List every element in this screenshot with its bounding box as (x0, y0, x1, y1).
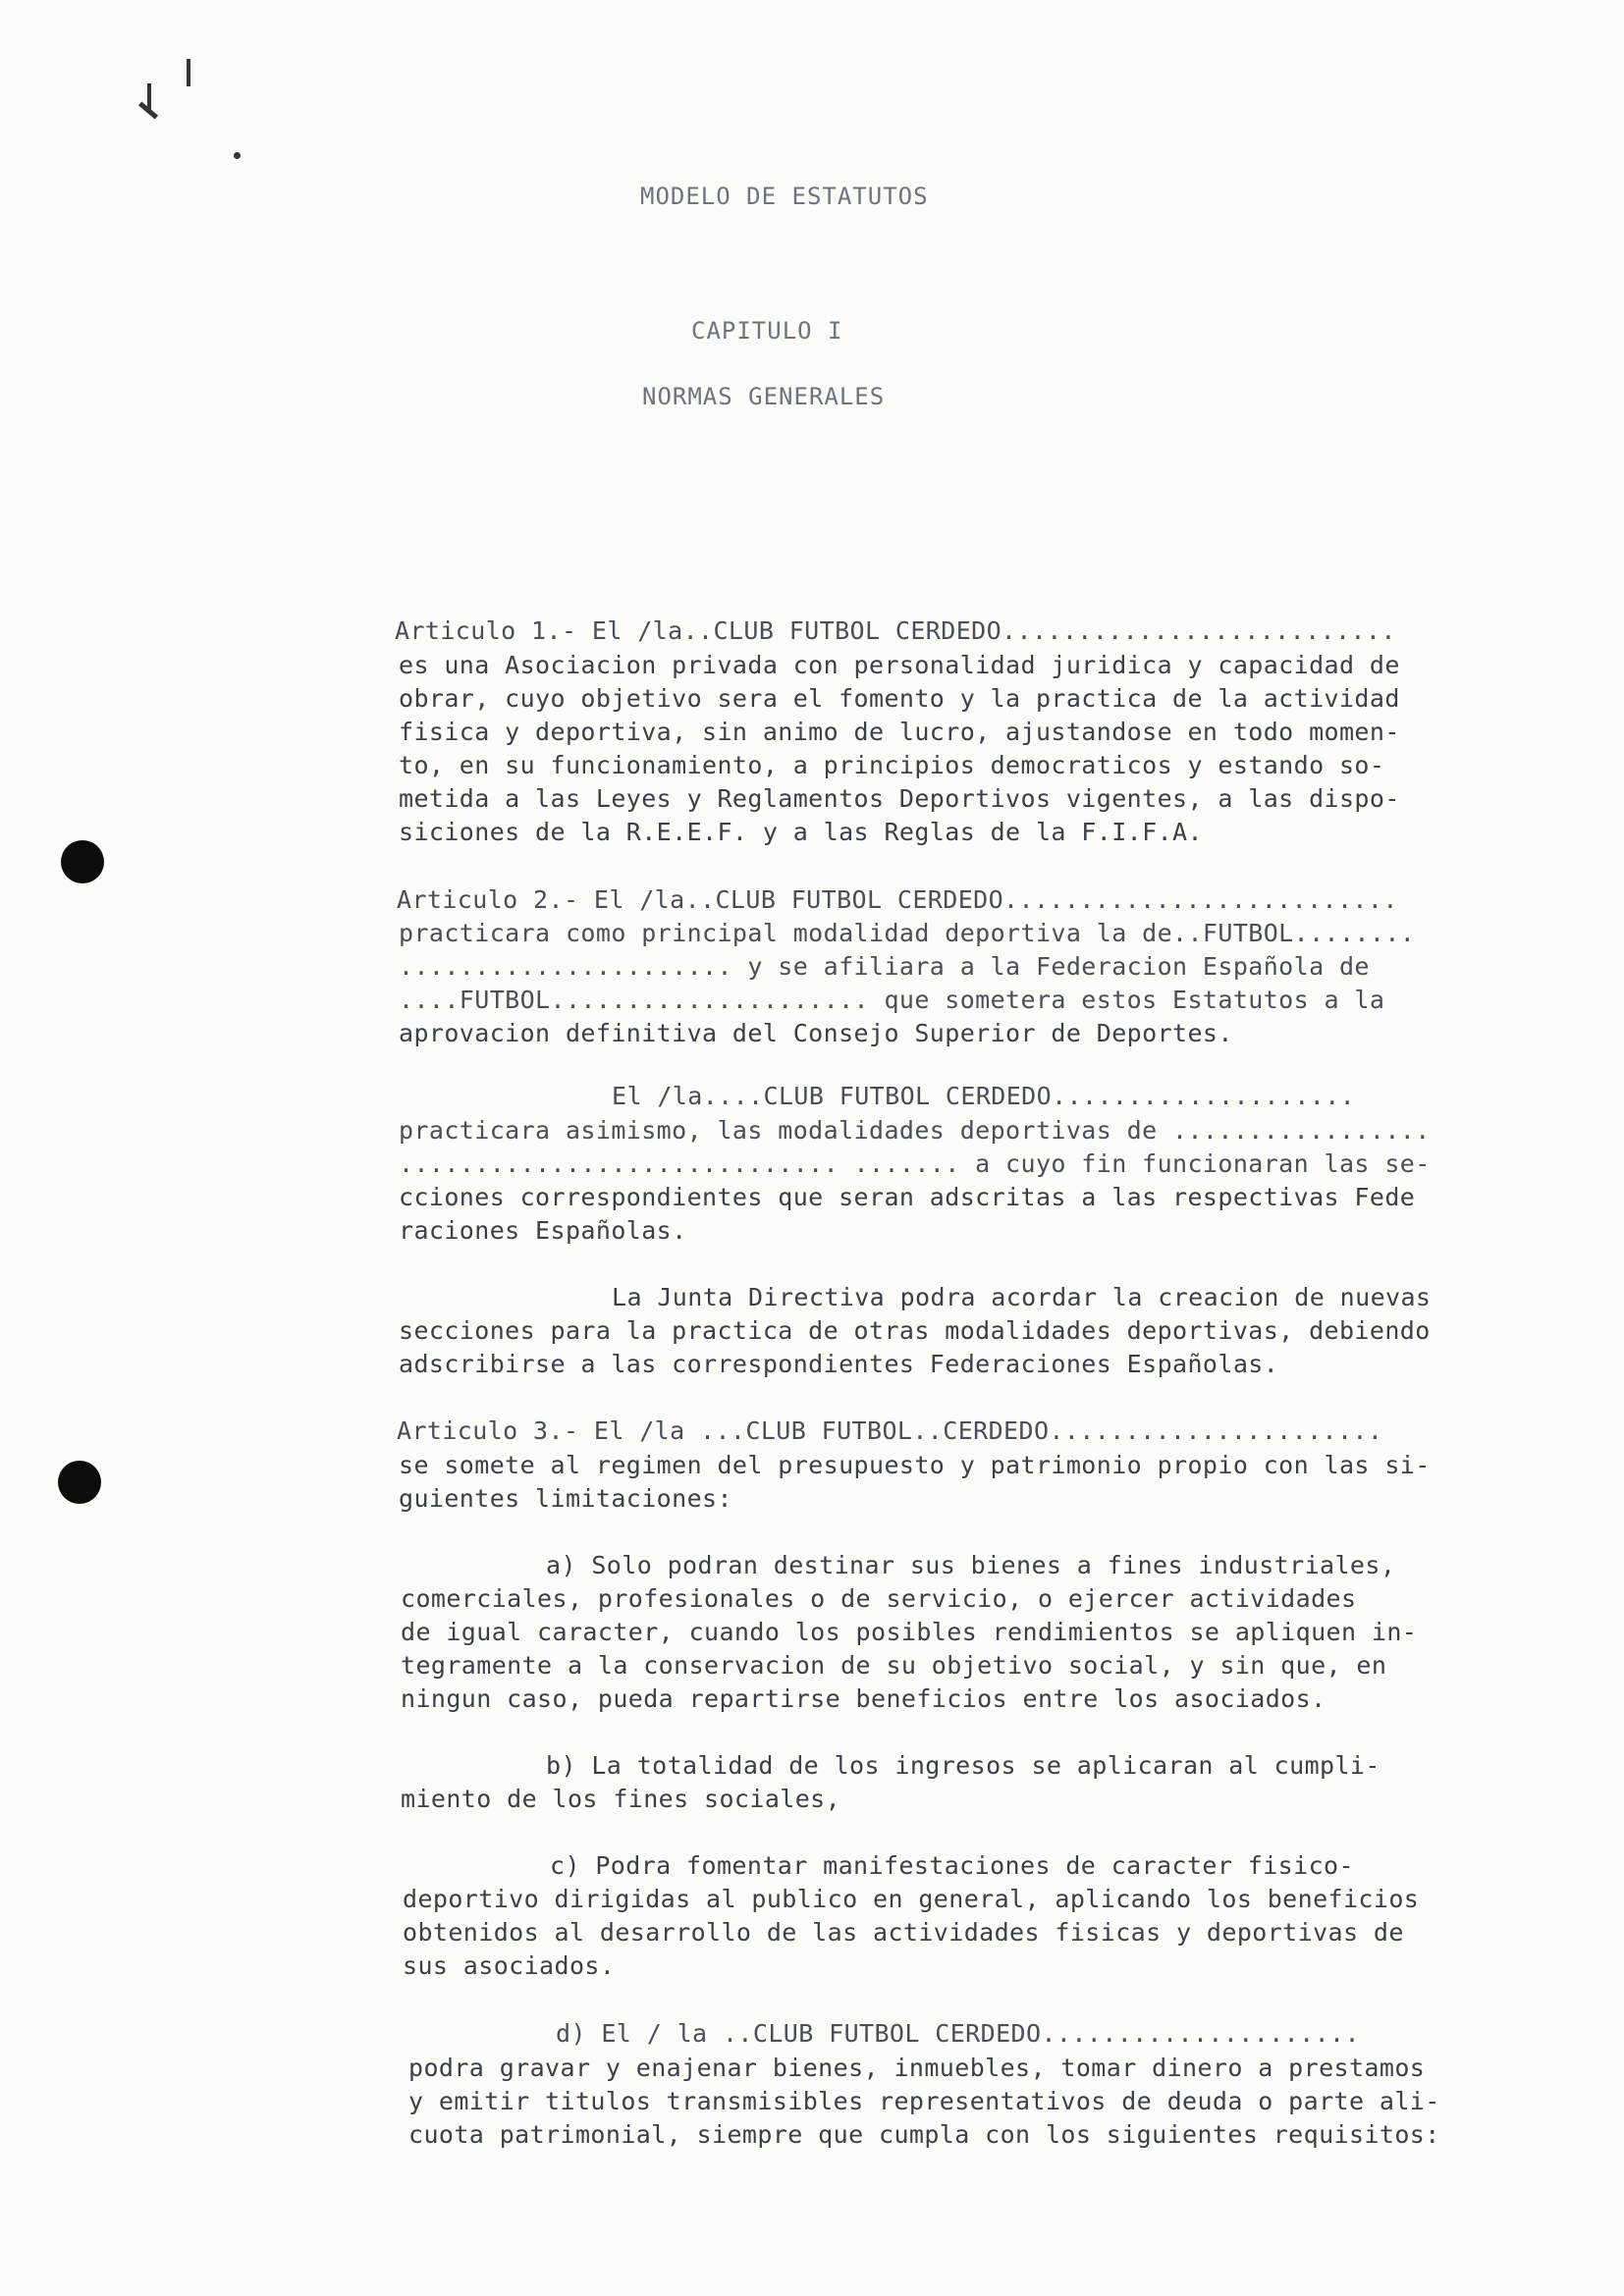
text-line: es una Asociacion privada con personalidad juridica y capacidad de (399, 651, 1400, 679)
text-line: aprovacion definitiva del Consejo Superior de Deportes. (399, 1019, 1233, 1047)
text-line: c) Podra fomentar manifestaciones de caracter fisico- (550, 1851, 1354, 1880)
text-line: practicara asimismo, las modalidades deportivas de ................. (399, 1116, 1431, 1145)
text-line: de igual caracter, cuando los posibles rendimientos se apliquen in- (401, 1618, 1418, 1646)
text-line: ...................... y se afiliara a la Federacion Española de (399, 952, 1370, 981)
text-line: y emitir titulos transmisibles representativos de deuda o parte ali- (408, 2087, 1440, 2115)
text-line: guientes limitaciones: (399, 1484, 732, 1513)
document-title: MODELO DE ESTATUTOS (640, 183, 929, 210)
chapter-heading: CAPITULO I (691, 317, 843, 345)
text-line: d) El / la ..CLUB FUTBOL CERDEDO..................... (556, 2019, 1360, 2048)
staple-mark (147, 83, 151, 113)
text-line: raciones Españolas. (399, 1216, 687, 1245)
text-line: ............................. ....... a cuyo fin funcionaran las se- (399, 1149, 1431, 1178)
text-line: ....FUTBOL..................... que sometera estos Estatutos a la (399, 986, 1385, 1014)
text-line: obtenidos al desarrollo de las actividades fisicas y deportivas de (403, 1918, 1404, 1947)
text-line: practicara como principal modalidad deportiva la de..FUTBOL........ (399, 919, 1416, 947)
text-line: cuota patrimonial, siempre que cumpla con los siguientes requisitos: (408, 2120, 1440, 2149)
text-line: a) Solo podran destinar sus bienes a fines industriales, (546, 1551, 1396, 1579)
text-line: miento de los fines sociales, (401, 1785, 841, 1813)
staple-mark (234, 152, 241, 159)
text-line: siciones de la R.E.E.F. y a las Reglas de la F.I.F.A. (399, 818, 1203, 846)
text-line: deportivo dirigidas al publico en general, aplicando los beneficios (403, 1885, 1420, 1913)
staple-mark (187, 59, 190, 86)
text-line: ningun caso, pueda repartirse beneficios entre los asociados. (401, 1684, 1326, 1713)
text-line: adscribirse a las correspondientes Federaciones Españolas. (399, 1350, 1279, 1378)
text-line: secciones para la practica de otras modalidades deportivas, debiendo (399, 1316, 1431, 1345)
text-line: El /la....CLUB FUTBOL CERDEDO.................... (612, 1082, 1356, 1110)
article-1-heading: Articulo 1.- El /la..CLUB FUTBOL CERDEDO.......................... (395, 616, 1396, 645)
text-line: fisica y deportiva, sin animo de lucro, ajustandose en todo momen- (399, 718, 1400, 746)
text-line: cciones correspondientes que seran adscritas a las respectivas Fede (399, 1183, 1416, 1211)
text-line: La Junta Directiva podra acordar la creacion de nuevas (612, 1283, 1432, 1311)
text-line: to, en su funcionamiento, a principios democraticos y estando so- (399, 751, 1385, 779)
section-heading: NORMAS GENERALES (642, 383, 886, 410)
punch-hole-bottom (58, 1461, 101, 1504)
text-line: comerciales, profesionales o de servicio, o ejercer actividades (401, 1584, 1357, 1613)
article-2-heading: Articulo 2.- El /la..CLUB FUTBOL CERDEDO.......................... (397, 885, 1398, 914)
text-line: tegramente a la conservacion de su objetivo social, y sin que, en (401, 1651, 1387, 1680)
text-line: b) La totalidad de los ingresos se aplicaran al cumpli- (546, 1751, 1380, 1780)
text-line: metida a las Leyes y Reglamentos Deportivos vigentes, a las dispo- (399, 784, 1400, 813)
article-3-heading: Articulo 3.- El /la ...CLUB FUTBOL..CERDEDO...................... (397, 1416, 1383, 1445)
text-line: se somete al regimen del presupuesto y patrimonio propio con las si- (399, 1451, 1431, 1479)
text-line: sus asociados. (403, 1951, 616, 1980)
text-line: obrar, cuyo objetivo sera el fomento y la practica de la actividad (399, 684, 1400, 713)
text-line: podra gravar y enajenar bienes, inmuebles, tomar dinero a prestamos (408, 2054, 1426, 2082)
punch-hole-top (61, 840, 104, 883)
